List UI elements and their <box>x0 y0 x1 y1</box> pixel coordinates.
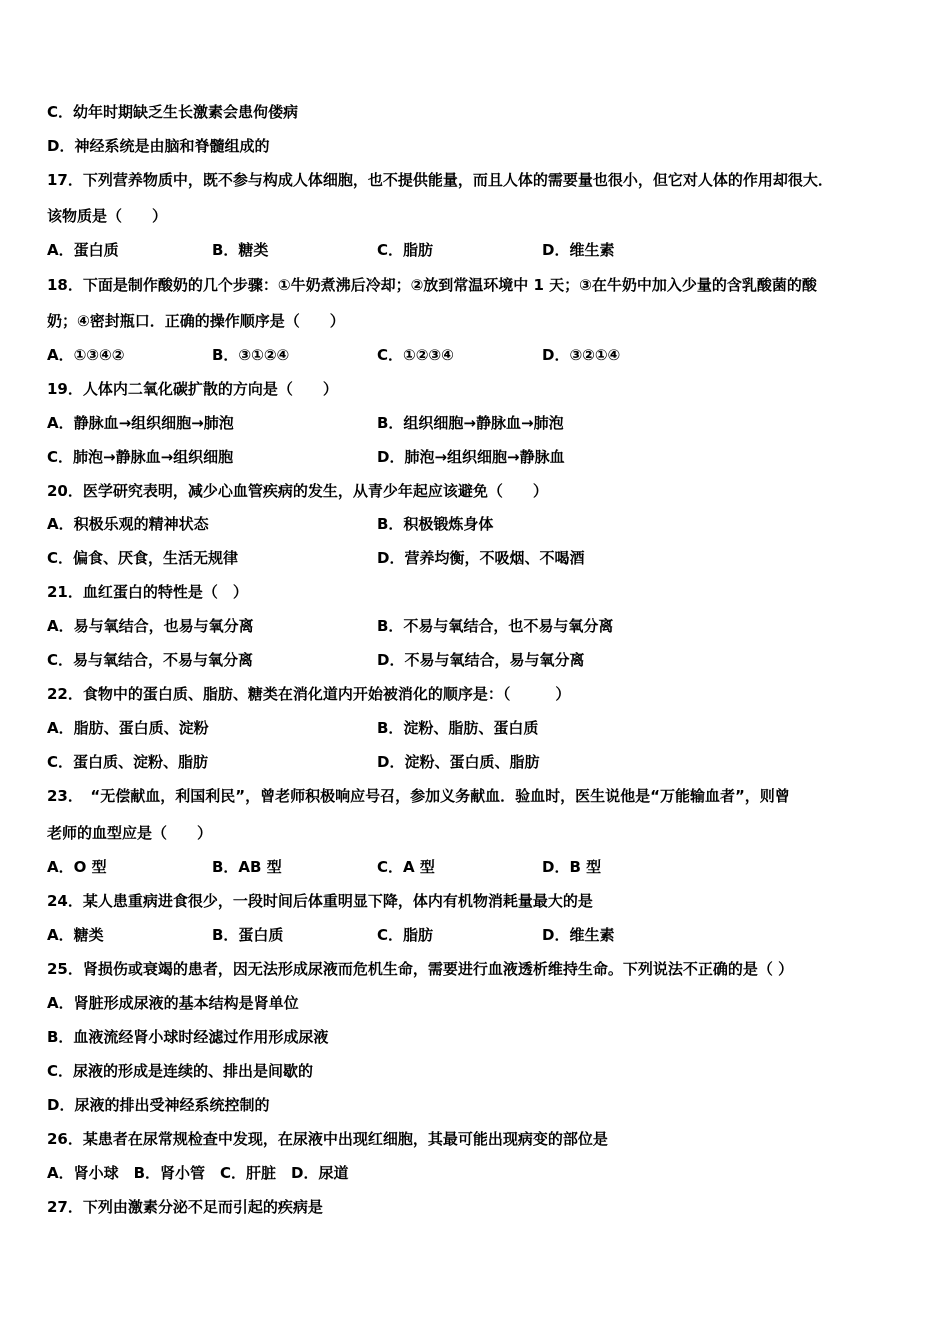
q23-option-a: A．O 型 <box>47 858 107 876</box>
q19-option-d: D．肺泡→组织细胞→静脉血 <box>377 448 565 466</box>
q18-option-b: B．③①②④ <box>212 346 290 364</box>
q22-stem: 22．食物中的蛋白质、脂肪、糖类在消化道内开始被消化的顺序是：（ ） <box>47 685 571 703</box>
q17-stem: 17．下列营养物质中，既不参与构成人体细胞，也不提供能量，而且人体的需要量也很小，但它对人体的作用却很大． <box>47 171 833 189</box>
q20-stem: 20．医学研究表明，减少心血管疾病的发生，从青少年起应该避免（ ） <box>47 482 548 500</box>
q20-option-a: A．积极乐观的精神状态 <box>47 515 209 533</box>
q24-option-a: A．糖类 <box>47 926 104 944</box>
q16-option-c: C．幼年时期缺乏生长激素会患佝偻病 <box>47 103 299 121</box>
q18-stem-cont: 奶；④密封瓶口．正确的操作顺序是（ ） <box>47 312 345 330</box>
q16-option-d: D．神经系统是由脑和脊髓组成的 <box>47 137 270 155</box>
q22-option-c: C．蛋白质、淀粉、脂肪 <box>47 753 209 771</box>
q20-option-c: C．偏食、厌食，生活无规律 <box>47 549 239 567</box>
q22-option-d: D．淀粉、蛋白质、脂肪 <box>377 753 540 771</box>
q26-options: A．肾小球 B．肾小管 C．肝脏 D．尿道 <box>47 1164 349 1182</box>
q17-option-c: C．脂肪 <box>377 241 434 259</box>
q24-stem: 24．某人患重病进食很少，一段时间后体重明显下降，体内有机物消耗量最大的是 <box>47 892 593 910</box>
q26-stem: 26．某患者在尿常规检查中发现，在尿液中出现红细胞，其最可能出现病变的部位是 <box>47 1130 608 1148</box>
q21-option-c: C．易与氧结合，不易与氧分离 <box>47 651 254 669</box>
q18-option-a: A．①③④② <box>47 346 125 364</box>
q20-option-d: D．营养均衡，不吸烟、不喝酒 <box>377 549 585 567</box>
q17-option-a: A．蛋白质 <box>47 241 119 259</box>
q21-option-b: B．不易与氧结合，也不易与氧分离 <box>377 617 614 635</box>
q23-stem-cont: 老师的血型应是（ ） <box>47 824 213 842</box>
q25-option-b: B．血液流经肾小球时经滤过作用形成尿液 <box>47 1028 329 1046</box>
q22-option-a: A．脂肪、蛋白质、淀粉 <box>47 719 209 737</box>
q25-option-a: A．肾脏形成尿液的基本结构是肾单位 <box>47 994 299 1012</box>
q25-stem: 25．肾损伤或衰竭的患者，因无法形成尿液而危机生命，需要进行血液透析维持生命。下列说法不正确的是（ ） <box>47 960 794 978</box>
q18-stem: 18．下面是制作酸奶的几个步骤：①牛奶煮沸后冷却；②放到常温环境中 1 天；③在牛奶中加入少量的含乳酸菌的酸 <box>47 276 817 294</box>
q25-option-d: D．尿液的排出受神经系统控制的 <box>47 1096 270 1114</box>
q23-stem: 23． “无偿献血，利国利民”，曾老师积极响应号召，参加义务献血．验血时，医生说他是“万能输血者”，则曾 <box>47 787 790 805</box>
q19-option-c: C．肺泡→静脉血→组织细胞 <box>47 448 234 466</box>
q18-option-d: D．③②①④ <box>542 346 621 364</box>
q21-option-d: D．不易与氧结合，易与氧分离 <box>377 651 585 669</box>
q23-option-d: D．B 型 <box>542 858 602 876</box>
q23-option-b: B．AB 型 <box>212 858 282 876</box>
q20-option-b: B．积极锻炼身体 <box>377 515 494 533</box>
q23-option-c: C．A 型 <box>377 858 435 876</box>
q17-option-d: D．维生素 <box>542 241 615 259</box>
q24-option-b: B．蛋白质 <box>212 926 284 944</box>
q17-stem-cont: 该物质是（ ） <box>47 207 168 225</box>
q19-option-a: A．静脉血→组织细胞→肺泡 <box>47 414 234 432</box>
q19-stem: 19．人体内二氧化碳扩散的方向是（ ） <box>47 380 338 398</box>
q25-option-c: C．尿液的形成是连续的、排出是间歇的 <box>47 1062 314 1080</box>
q24-option-d: D．维生素 <box>542 926 615 944</box>
q17-option-b: B．糖类 <box>212 241 269 259</box>
q19-option-b: B．组织细胞→静脉血→肺泡 <box>377 414 564 432</box>
q18-option-c: C．①②③④ <box>377 346 454 364</box>
q24-option-c: C．脂肪 <box>377 926 434 944</box>
q22-option-b: B．淀粉、脂肪、蛋白质 <box>377 719 539 737</box>
q21-stem: 21．血红蛋白的特性是（ ） <box>47 583 248 601</box>
q27-stem: 27．下列由激素分泌不足而引起的疾病是 <box>47 1198 323 1216</box>
q21-option-a: A．易与氧结合，也易与氧分离 <box>47 617 254 635</box>
